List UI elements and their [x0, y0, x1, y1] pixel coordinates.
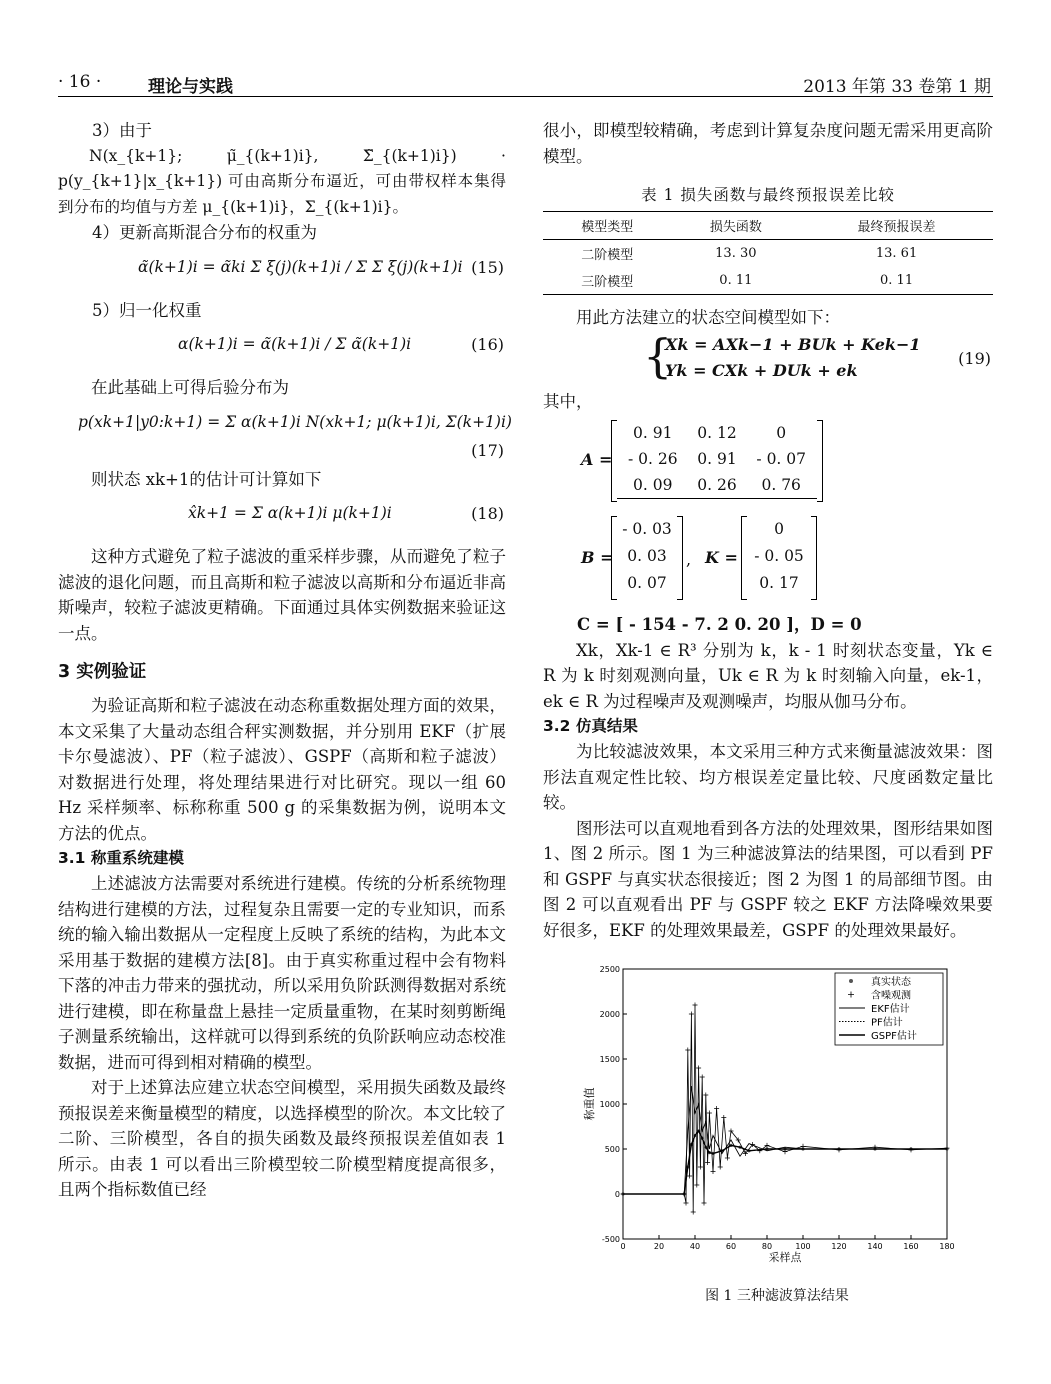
y-tick-label: 1500: [599, 1055, 620, 1064]
graphical-results: 图形法可以直观地看到各方法的处理效果，图形结果如图 1、图 2 所示。图 1 为三种滤波算法的结果图，可以看到 PF 和 GSPF 与真实状态很接近；图 2 为图 1 的局部细节图。由图 2 可以直观看出 PF 与 GSPF 较之 EKF 方法降噪效果要好很多，EKF 的处理效果最差，GSPF 的处理效果最好。: [543, 818, 993, 940]
y-tick-label: 2500: [599, 965, 620, 974]
equation-17-number: (17): [471, 440, 504, 460]
table-header: 模型类型: [581, 220, 634, 235]
matrix-cell: 0. 03: [627, 547, 667, 565]
table-cell: 三阶模型: [581, 275, 634, 290]
y-tick-label: 1000: [599, 1100, 620, 1109]
matrix-B-bracket: [611, 516, 683, 600]
comma: ,: [686, 550, 692, 569]
x-tick-label: 20: [653, 1242, 665, 1251]
brace: {: [643, 328, 673, 383]
x-tick-label: 40: [689, 1242, 701, 1251]
model-intro: 用此方法建立的状态空间模型如下：: [576, 308, 840, 327]
legend-label: EKF估计: [871, 1004, 910, 1015]
x-tick-label: 160: [903, 1242, 919, 1251]
x-tick-label: 0: [620, 1242, 626, 1251]
step-3-text: N(x_{k+1}; μ̃_{(k+1)i}, Σ̃_{(k+1)i}) · p(y_{k+1}|x_{k+1}) 可由高斯分布逼近，可由带权样本集得到分布的均值与方差 μ_{(k+1)i}，Σ_{(k+1)i}。: [58, 146, 506, 216]
where-label: 其中，: [543, 391, 593, 411]
issue-info: 2013 年第 33 卷第 1 期: [803, 77, 991, 97]
matrix-cell: 0. 09: [633, 476, 673, 494]
equation-16: [58, 323, 506, 375]
equation-16-number: (16): [471, 335, 504, 354]
evaluation-methods: 为比较滤波效果，本文采用三种方式来衡量滤波效果：图形法直观定性比较、均方根误差定量比较、尺度函数定量比较。: [543, 742, 993, 812]
equation-17: [58, 401, 512, 467]
matrix-BK: [543, 516, 993, 612]
table-row: [543, 240, 993, 268]
x-tick-label: 180: [939, 1242, 955, 1251]
continued-paragraph: 很小，即模型较精确，考虑到计算复杂度问题无需采用更高阶模型。: [543, 121, 993, 166]
matrix-A: [543, 420, 993, 506]
matrix-cell: 0. 12: [697, 424, 737, 442]
legend-marker: [849, 979, 853, 983]
table-caption: 表 1 损失函数与最终预报误差比较: [641, 186, 895, 204]
legend-label: GSPF估计: [871, 1031, 917, 1042]
matrix-cell: 0: [776, 424, 787, 442]
x-tick-label: 80: [761, 1242, 773, 1251]
matrix-cell: - 0. 03: [622, 520, 672, 538]
matrix-cell: 0. 07: [627, 574, 667, 592]
matrix-K-values: [742, 516, 816, 597]
section-3-2-title: 3.2 仿真结果: [543, 717, 638, 735]
x-tick-label: 100: [795, 1242, 811, 1251]
step-4-label: 4）更新高斯混合分布的权重为: [92, 223, 317, 242]
journal-section: 理论与实践: [148, 77, 233, 97]
x-tick-label: 120: [831, 1242, 847, 1251]
matrix-B-values: [612, 516, 682, 597]
model-order-paragraph: 对于上述算法应建立状态空间模型，采用损失函数及最终预报误差来衡量模型的精度，以选择模型的阶次。本文比较了二阶、三阶模型，各自的损失函数及最终预报误差值如表 1 所示。由表 1 可以看出三阶模型较二阶模型精度提高很多，且两个指标数值已经: [58, 1078, 506, 1199]
method-summary: 这种方式避免了粒子滤波的重采样步骤，从而避免了粒子滤波的退化问题，而且高斯和粒子滤波以高斯和分布逼近非高斯噪声，较粒子滤波更精确。下面通过具体实例数据来验证这一点。: [58, 547, 506, 643]
equation-18-number: (18): [471, 504, 504, 523]
section-3-intro: 为验证高斯和粒子滤波在动态称重数据处理方面的效果，本文采集了大量动态组合秤实测数据，并分别用 EKF（扩展卡尔曼滤波）、PF（粒子滤波）、GSPF（高斯和粒子滤波）对数据进行处理，将处理结果进行对比研究。现以一组 60 Hz 采样频率、标称称重 500 g 的采集数据为例，说明本文方法的优点。: [58, 696, 506, 843]
equation-16-body: α(k+1)i = α̃(k+1)i / Σ α̃(k+1)i: [178, 335, 412, 353]
step-5-label: 5）归一化权重: [92, 300, 202, 320]
table-cell: 0. 11: [719, 273, 753, 288]
table-header: 最终预报误差: [857, 220, 936, 235]
table-header-row: [543, 212, 993, 240]
equation-15-number: (15): [471, 257, 504, 277]
matrix-C-D: C = [ - 154 - 7. 2 0. 20 ]，D = 0: [577, 615, 862, 634]
table-row: [543, 267, 993, 295]
left-column: [58, 118, 512, 1203]
legend-label: 含噪观测: [871, 990, 911, 1002]
right-column: [543, 118, 993, 1305]
figure-caption: 图 1 三种滤波算法结果: [705, 1288, 849, 1304]
equation-19-number: (19): [958, 348, 991, 368]
matrix-cell: 0: [774, 520, 784, 538]
section-3-1-title: 3.1 称重系统建模: [58, 849, 184, 867]
page-header: [58, 70, 993, 97]
matrix-K-bracket: [741, 516, 817, 600]
matrix-A-bracket: [611, 420, 823, 502]
estimate-intro: 则状态 xk+1的估计可计算如下: [91, 469, 322, 489]
table-cell: 二阶模型: [581, 248, 634, 263]
posterior-intro: 在此基础上可得后验分布为: [91, 378, 289, 397]
matrix-cell: - 0. 07: [756, 450, 807, 468]
x-axis-label: 采样点: [768, 1251, 802, 1264]
matrix-cell: 0. 26: [697, 476, 737, 494]
table-cell: 13. 30: [715, 246, 757, 261]
table-header: 损失函数: [709, 220, 762, 235]
matrix-cell: - 0. 05: [754, 547, 804, 565]
legend-label: 真实状态: [871, 977, 911, 988]
equation-15-body: α̃(k+1)i = α̃ki Σ ξ(j)(k+1)i / Σ Σ ξ(j)(k+1)i: [138, 257, 463, 276]
matrix-cell: - 0. 26: [627, 450, 678, 468]
table-cell: 13. 61: [875, 246, 918, 261]
y-tick-label: 500: [604, 1145, 620, 1154]
y-tick-label: 2000: [599, 1010, 620, 1019]
equation-18-body: x̂k+1 = Σ α(k+1)i μ(k+1)i: [188, 504, 392, 522]
matrix-B-label: B =: [581, 548, 614, 567]
y-tick-label: -500: [601, 1235, 620, 1244]
modeling-paragraph: 上述滤波方法需要对系统进行建模。传统的分析系统物理结构进行建模的方法，过程复杂且需要一定的专业知识，而系统的输入输出数据从一定程度上反映了系统的结构，为此本文采用基于数据的建模方法[8]。由于真实称重过程中会有物料下落的冲击力带来的强扰动，所以采用负阶跃测得数据对系统进行建模，即在称量盘上悬挂一定质量重物，在某时刻剪断绳子测量系统输出，这样就可以得到系统的负阶跃响应动态校准数据，进而可得到相对精确的模型。: [58, 874, 506, 1072]
table-cell: 0. 11: [880, 273, 914, 288]
y-tick-label: 0: [614, 1190, 620, 1199]
variable-definitions: Xk，Xk-1 ∈ R³ 分别为 k，k - 1 时刻状态变量，Yk ∈ R 为 k 时刻观测向量，Uk ∈ R 为 k 时刻输入向量，ek-1，ek ∈ R 为过程噪声及观测噪声，均服从伽马分布。: [543, 640, 993, 711]
matrix-cell: 0. 91: [697, 450, 737, 468]
legend-label: PF估计: [871, 1017, 903, 1029]
equation-19: [543, 328, 993, 389]
equation-15: [58, 246, 506, 298]
equation-19-line-2: Yk = CXk + DUk + ek: [665, 360, 858, 380]
matrix-K-label: K =: [705, 548, 738, 567]
equation-17-body: p(xk+1|y0:k+1) = Σ α(k+1)i N(xk+1; μ(k+1)i, Σ(k+1)i): [78, 412, 512, 431]
matrix-cell: 0. 17: [759, 574, 799, 592]
figure-1: [561, 961, 993, 1305]
equation-18: [58, 492, 506, 544]
matrix-A-label: A =: [581, 450, 613, 469]
y-axis-label: 称重值: [583, 1087, 596, 1121]
equation-19-line-1: Xk = AXk−1 + BUk + Kek−1: [665, 334, 921, 354]
matrix-cell: 0. 91: [633, 424, 673, 442]
matrix-A-values: [617, 420, 817, 499]
page-number: · 16 ·: [58, 72, 102, 92]
step-3-label: 3）由于: [92, 121, 152, 140]
matrix-cell: 0. 76: [761, 476, 801, 494]
section-3-title: 3 实例验证: [58, 662, 147, 682]
x-tick-label: 60: [725, 1242, 737, 1251]
x-tick-label: 140: [867, 1242, 883, 1251]
comparison-table: [543, 211, 993, 295]
chart-svg: [561, 961, 961, 1279]
